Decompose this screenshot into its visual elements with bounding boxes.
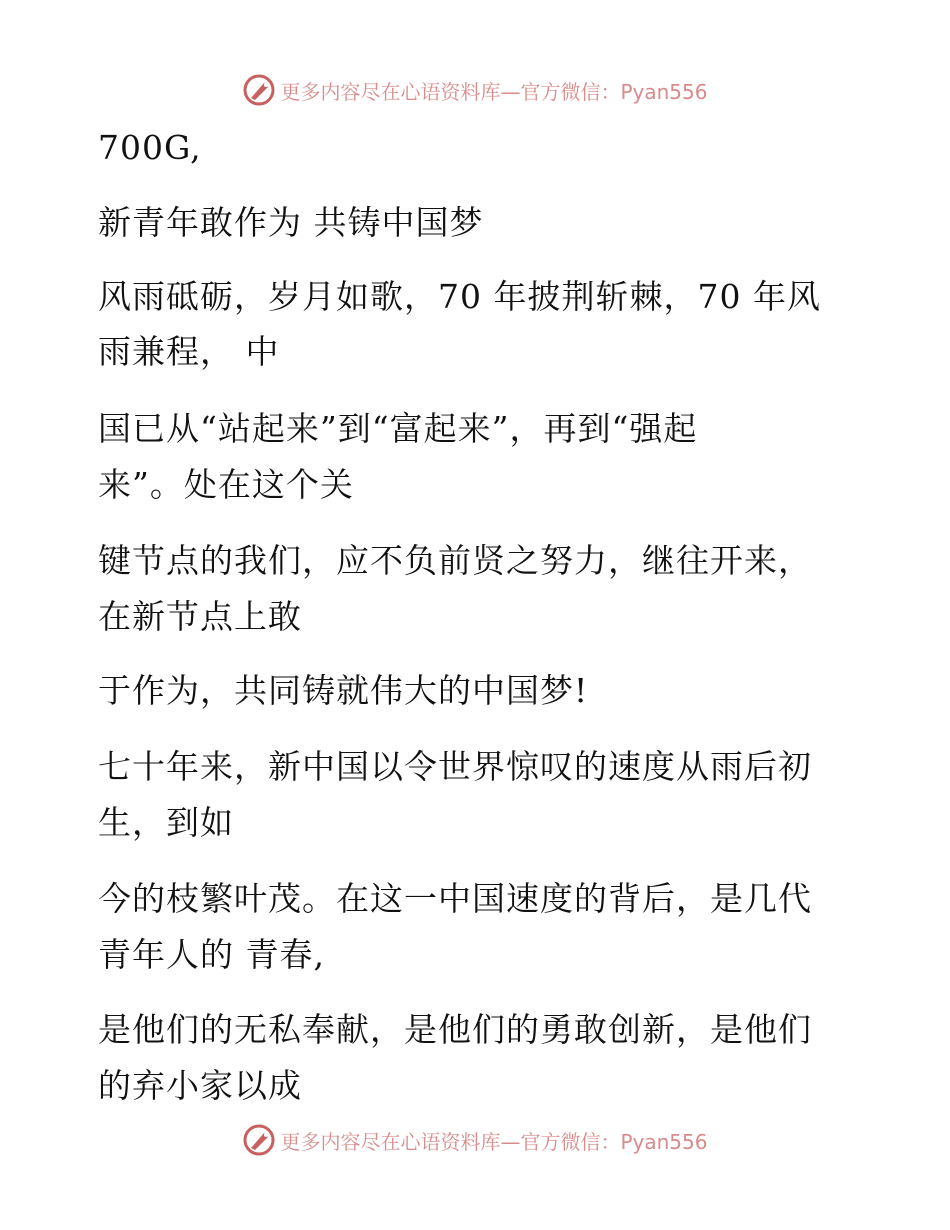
footer-banner-text: 更多内容尽在心语资料库—官方微信：Pyan556 bbox=[280, 1129, 708, 1154]
text-line: 生，到如 bbox=[98, 803, 234, 842]
text-line: 今的枝繁叶茂。在这一中国速度的背后，是几代 bbox=[98, 879, 812, 918]
text-line: 国已从“站起来”到“富起来”，再到“强起 bbox=[98, 409, 698, 448]
text-line: 700G, bbox=[98, 128, 202, 167]
text-line: 于作为，共同铸就伟大的中国梦! bbox=[98, 671, 589, 710]
header-banner-text: 更多内容尽在心语资料库—官方微信：Pyan556 bbox=[280, 79, 708, 104]
text-line: 青年人的 青春, bbox=[98, 935, 325, 974]
text-line: 的弃小家以成 bbox=[98, 1066, 302, 1105]
pen-nib-logo-icon bbox=[242, 1123, 276, 1157]
text-line: 是他们的无私奉献，是他们的勇敢创新，是他们 bbox=[98, 1010, 812, 1049]
text-line: 键节点的我们，应不负前贤之努力，继往开来， bbox=[98, 541, 812, 580]
text-line: 来”。处在这个关 bbox=[98, 465, 354, 504]
text-line: 在新节点上敢 bbox=[98, 597, 302, 636]
text-line: 新青年敢作为 共铸中国梦 bbox=[98, 203, 484, 242]
text-line: 风雨砥砺，岁月如歌，70 年披荆斩棘，70 年风 bbox=[98, 277, 821, 316]
text-line: 七十年来，新中国以令世界惊叹的速度从雨后初 bbox=[98, 747, 812, 786]
footer-banner bbox=[0, 1120, 950, 1160]
text-line: 雨兼程， 中 bbox=[98, 332, 280, 371]
